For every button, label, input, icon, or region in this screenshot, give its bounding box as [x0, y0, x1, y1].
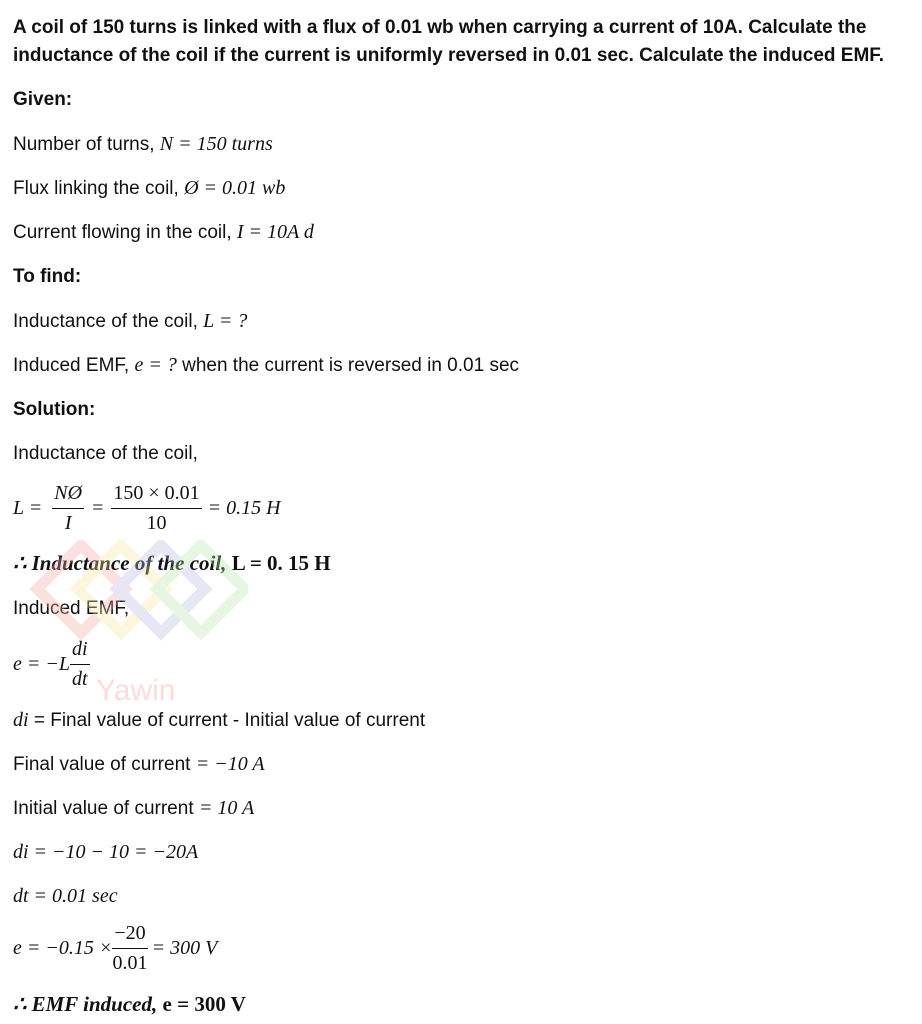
find-emf-tail: when the current is reversed in 0.01 sec [176, 355, 520, 376]
eq2-numerator: di [70, 638, 90, 665]
initial-current [13, 798, 254, 818]
eq1-fraction-2 [111, 482, 201, 535]
emf-intro: Induced EMF, [13, 598, 130, 619]
eq1-f1-denominator: I [64, 512, 72, 534]
eq2-fraction [70, 638, 90, 691]
inductance-equation [13, 482, 281, 535]
to-find-heading: To find: [13, 266, 82, 287]
given-turns [13, 134, 273, 154]
find-emf-math: e = ? [134, 354, 177, 376]
inductance-result [13, 553, 331, 574]
final-current [13, 754, 265, 774]
eq1-fraction-1 [52, 482, 84, 535]
eq1-result: = 0.15 H [207, 497, 281, 519]
eq1-f2-denominator: 10 [146, 512, 167, 534]
emf-result-prefix: ∴ EMF induced, [13, 992, 158, 1016]
eq3-numerator: −20 [112, 922, 147, 949]
problem-line-1: A coil of 150 turns is linked with a flux of 0.01 wb when carrying a current of 10A. Calculate the [13, 17, 867, 38]
problem-line-2: inductance of the coil if the current is uniformly reversed in 0.01 sec. Calculate the induced EMF. [13, 45, 885, 66]
eq1-f1-numerator: NØ [52, 482, 84, 509]
initial-current-label: Initial value of current [13, 798, 199, 819]
inductance-intro: Inductance of the coil, [13, 443, 198, 464]
eq1-f2-numerator: 150 × 0.01 [111, 482, 201, 509]
solution-heading: Solution: [13, 399, 96, 420]
given-current [13, 222, 314, 242]
current-label: Current flowing in the coil, [13, 222, 237, 243]
eq1-lhs: L = [13, 497, 43, 519]
given-heading: Given: [13, 89, 73, 110]
di-definition-text: = Final value of current - Initial value of current [28, 710, 426, 731]
di-definition [13, 710, 425, 730]
flux-math: Ø = 0.01 wb [184, 177, 286, 199]
turns-label: Number of turns, [13, 134, 160, 155]
inductance-result-prefix: ∴ Inductance of the coil, [13, 551, 227, 575]
di-definition-math: di [13, 709, 29, 731]
emf-calculation [13, 922, 217, 975]
final-current-math: = −10 A [195, 753, 265, 775]
di-calculation: di = −10 − 10 = −20A [13, 841, 199, 863]
eq3-result: = 300 V [151, 937, 218, 959]
eq1-equals: = [92, 497, 104, 519]
current-math: I = 10A d [236, 221, 314, 243]
given-flux [13, 178, 285, 198]
emf-result-value: e = 300 V [162, 992, 246, 1016]
emf-equation [13, 638, 90, 691]
find-inductance [13, 311, 247, 331]
flux-label: Flux linking the coil, [13, 178, 185, 199]
find-emf [13, 355, 519, 375]
find-inductance-math: L = ? [203, 310, 248, 332]
eq3-lhs: e = −0.15 × [13, 937, 113, 959]
eq3-denominator: 0.01 [112, 952, 148, 974]
eq2-denominator: dt [72, 668, 88, 690]
eq3-fraction [112, 922, 147, 975]
find-inductance-label: Inductance of the coil, [13, 311, 204, 332]
problem-statement [13, 14, 901, 70]
watermark-text: Yawin [96, 674, 176, 707]
final-current-label: Final value of current [13, 754, 196, 775]
find-emf-label: Induced EMF, [13, 355, 135, 376]
emf-result [13, 994, 246, 1015]
initial-current-math: = 10 A [198, 797, 255, 819]
turns-math: N = 150 turns [159, 133, 273, 155]
eq2-lhs: e = −L [13, 653, 70, 675]
dt-value: dt = 0.01 sec [13, 885, 118, 907]
inductance-result-value: L = 0. 15 H [231, 551, 331, 575]
